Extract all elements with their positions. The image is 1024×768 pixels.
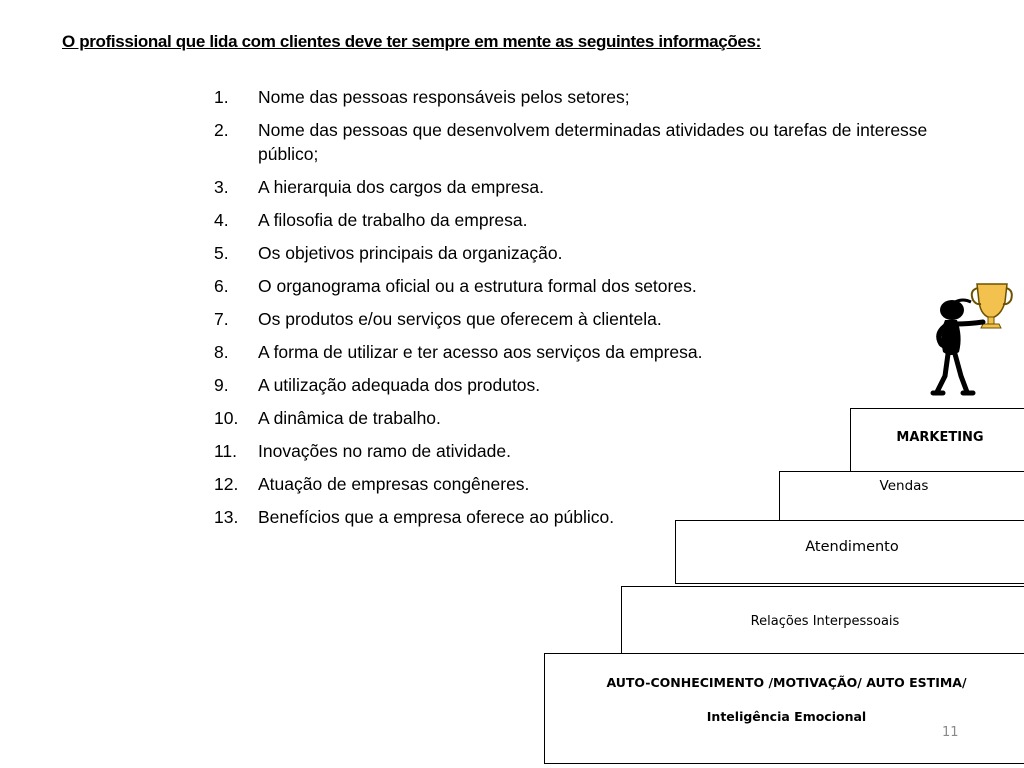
list-number: 13. [214, 506, 239, 527]
list-text: Nome das pessoas que desenvolvem determinadas atividades ou tarefas de interesse público; [258, 120, 928, 164]
step-label: Vendas [879, 478, 929, 494]
list-text: A hierarquia dos cargos da empresa. [258, 176, 544, 197]
step-relacoes-interpessoais [621, 586, 1024, 654]
list-number: 10. [214, 407, 239, 428]
list-text: Nome das pessoas responsáveis pelos setores; [258, 87, 630, 107]
step-auto-conhecimento [544, 653, 1024, 764]
list-item [214, 407, 954, 431]
list-text: Inovações no ramo de atividade. [258, 440, 511, 461]
list-text: A utilização adequada dos produtos. [258, 374, 541, 395]
list-text: A filosofia de trabalho da empresa. [258, 209, 528, 230]
page-title: O profissional que lida com clientes deve ter sempre em mente as seguintes informações: [62, 32, 761, 51]
list-item [214, 374, 954, 398]
list-text: O organograma oficial ou a estrutura formal dos setores. [258, 275, 697, 296]
step-vendas [779, 471, 1024, 521]
list-text: A dinâmica de trabalho. [258, 407, 441, 428]
list-number: 5. [214, 242, 229, 263]
list-item [214, 341, 954, 365]
list-number: 8. [214, 341, 229, 362]
list-item [214, 275, 954, 299]
list-number: 1. [214, 87, 229, 107]
list-number: 11. [214, 440, 238, 461]
list-number: 7. [214, 308, 229, 329]
stick-figure-trophy-icon [925, 272, 1015, 400]
list-text: Os objetivos principais da organização. [258, 242, 563, 263]
list-number: 12. [214, 473, 239, 494]
list-item [214, 176, 954, 200]
list-number: 3. [214, 176, 229, 197]
list-number: 9. [214, 374, 229, 395]
list-number: 2. [214, 120, 229, 140]
list-text: Benefícios que a empresa oferece ao público. [258, 506, 615, 527]
list-number: 4. [214, 209, 229, 230]
step-atendimento [675, 520, 1024, 584]
list-item [214, 86, 954, 110]
list-number: 6. [214, 275, 229, 296]
page-number: 11 [942, 725, 959, 740]
list-item [214, 440, 954, 464]
step-label: Relações Interpessoais [750, 614, 900, 629]
list-item [214, 119, 954, 166]
step-label: Atendimento [805, 539, 899, 555]
step-marketing [850, 408, 1024, 472]
list-text: A forma de utilizar e ter acesso aos serviços da empresa. [258, 341, 703, 362]
list-item [214, 308, 954, 332]
step-label-secondary: Inteligência Emocional [706, 709, 867, 724]
list-item [214, 242, 954, 266]
step-label: AUTO-CONHECIMENTO /MOTIVAÇÃO/ AUTO ESTIMA/ [606, 675, 967, 690]
list-item [214, 209, 954, 233]
list-text: Atuação de empresas congêneres. [258, 473, 530, 494]
list-text: Os produtos e/ou serviços que oferecem à clientela. [258, 308, 662, 329]
step-label: MARKETING [896, 430, 984, 445]
